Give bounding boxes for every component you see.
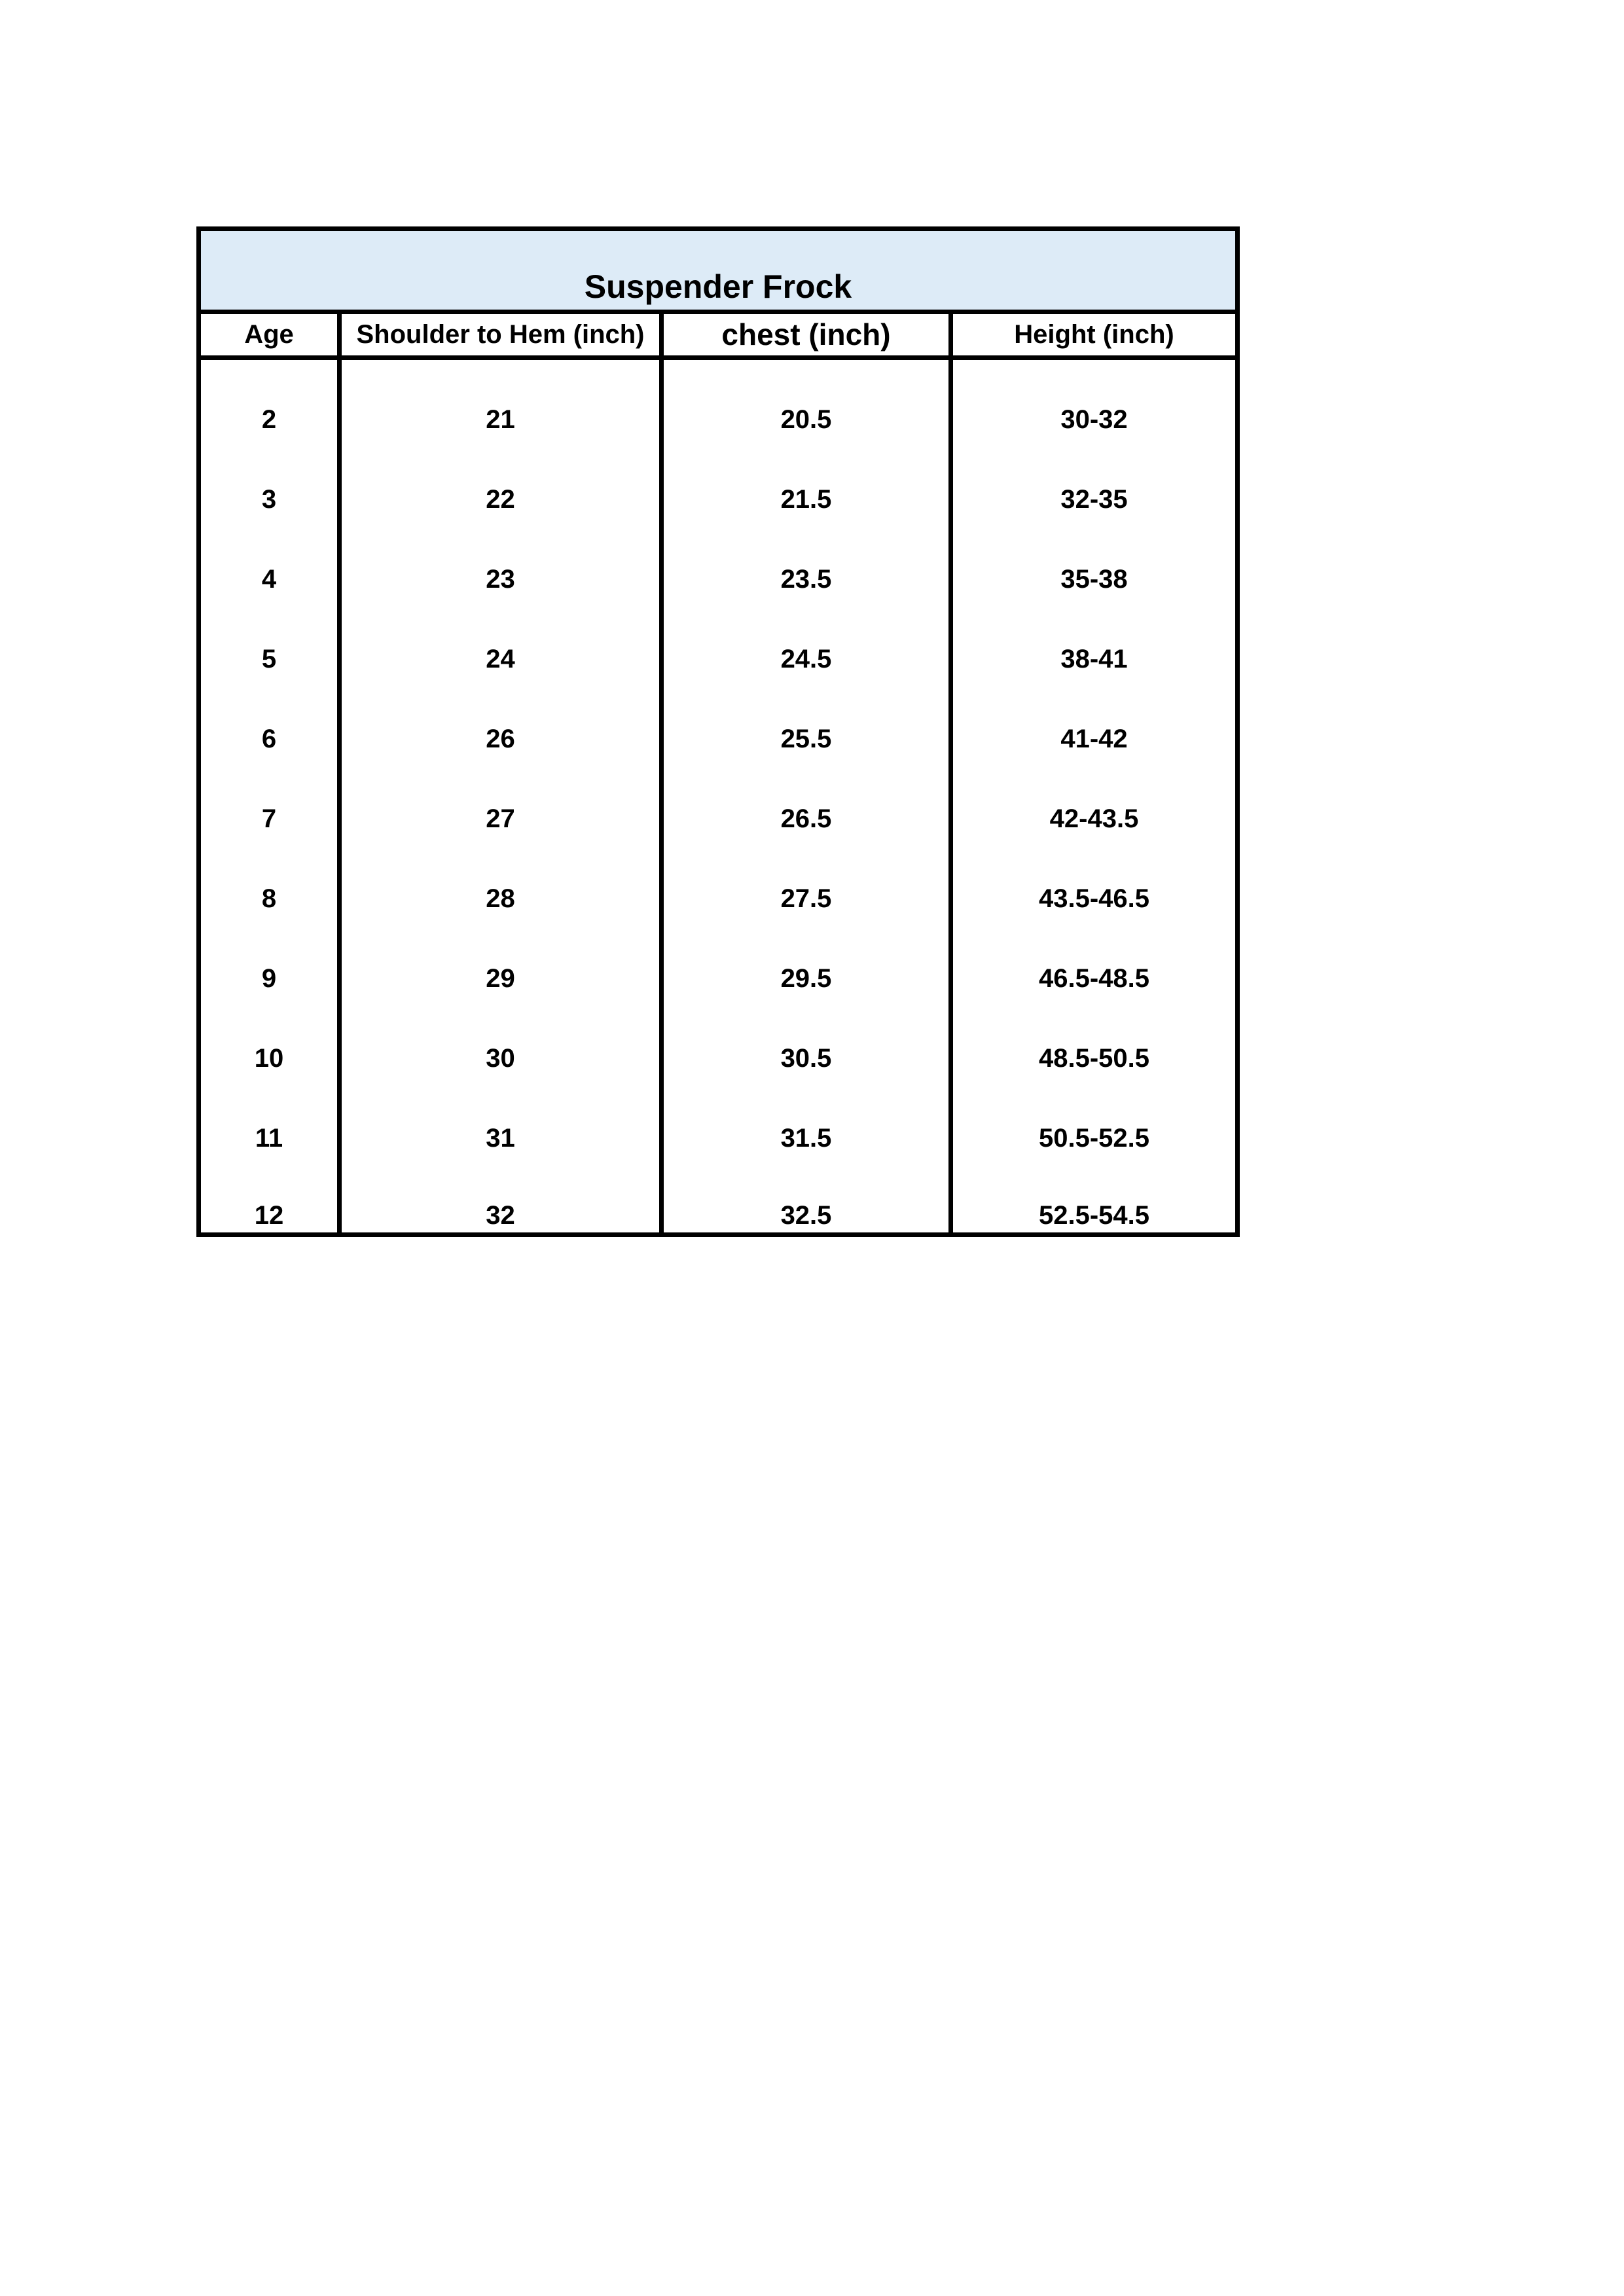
cell-age: 4 — [261, 565, 277, 594]
header-shoulder-to-hem: Shoulder to Hem (inch) — [356, 320, 645, 349]
size-chart-table — [196, 226, 1240, 1237]
cell-chest: 32.5 — [780, 1201, 832, 1230]
header-age: Age — [244, 320, 294, 349]
title-band — [201, 231, 1235, 314]
table-row — [201, 719, 1235, 759]
cell-chest: 21.5 — [780, 485, 832, 514]
header-height: Height (inch) — [1014, 320, 1174, 349]
column-divider — [337, 314, 342, 1232]
table-row — [201, 1119, 1235, 1158]
cell-height: 42-43.5 — [1049, 804, 1139, 833]
cell-height: 48.5-50.5 — [1038, 1044, 1150, 1073]
table-row — [201, 879, 1235, 918]
column-divider — [948, 314, 953, 1232]
cell-age: 9 — [261, 964, 277, 993]
table-row — [201, 639, 1235, 679]
cell-height: 52.5-54.5 — [1038, 1201, 1150, 1230]
cell-shoulder-to-hem: 29 — [486, 964, 515, 993]
cell-height: 46.5-48.5 — [1038, 964, 1150, 993]
cell-chest: 27.5 — [780, 884, 832, 913]
table-row — [201, 799, 1235, 838]
cell-chest: 29.5 — [780, 964, 832, 993]
cell-height: 35-38 — [1060, 565, 1128, 594]
cell-height: 30-32 — [1060, 405, 1128, 434]
cell-chest: 25.5 — [780, 725, 832, 753]
cell-height: 41-42 — [1060, 725, 1128, 753]
header-divider — [201, 355, 1235, 360]
cell-height: 43.5-46.5 — [1038, 884, 1150, 913]
column-divider — [659, 314, 664, 1232]
cell-height: 32-35 — [1060, 485, 1128, 514]
cell-shoulder-to-hem: 23 — [486, 565, 515, 594]
cell-shoulder-to-hem: 31 — [486, 1124, 515, 1153]
cell-height: 38-41 — [1060, 645, 1128, 673]
table-row — [201, 1039, 1235, 1078]
cell-shoulder-to-hem: 24 — [486, 645, 515, 673]
cell-age: 7 — [261, 804, 277, 833]
table-row — [201, 560, 1235, 599]
table-title: Suspender Frock — [584, 268, 852, 305]
cell-shoulder-to-hem: 32 — [486, 1201, 515, 1230]
header-chest: chest (inch) — [721, 317, 891, 351]
cell-shoulder-to-hem: 26 — [486, 725, 515, 753]
cell-age: 6 — [261, 725, 277, 753]
cell-chest: 26.5 — [780, 804, 832, 833]
cell-shoulder-to-hem: 30 — [486, 1044, 515, 1073]
table-row — [201, 480, 1235, 519]
cell-age: 8 — [261, 884, 277, 913]
cell-age: 5 — [261, 645, 277, 673]
cell-age: 11 — [255, 1124, 283, 1153]
table-row — [201, 400, 1235, 439]
cell-height: 50.5-52.5 — [1038, 1124, 1150, 1153]
cell-shoulder-to-hem: 21 — [486, 405, 515, 434]
cell-age: 2 — [261, 405, 277, 434]
cell-chest: 31.5 — [780, 1124, 832, 1153]
cell-shoulder-to-hem: 27 — [486, 804, 515, 833]
cell-age: 10 — [254, 1044, 284, 1073]
cell-chest: 24.5 — [780, 645, 832, 673]
table-row — [201, 959, 1235, 998]
cell-age: 12 — [254, 1201, 284, 1230]
table-row — [201, 1196, 1235, 1235]
cell-shoulder-to-hem: 28 — [486, 884, 515, 913]
cell-age: 3 — [261, 485, 277, 514]
cell-shoulder-to-hem: 22 — [486, 485, 515, 514]
cell-chest: 20.5 — [780, 405, 832, 434]
cell-chest: 23.5 — [780, 565, 832, 594]
cell-chest: 30.5 — [780, 1044, 832, 1073]
